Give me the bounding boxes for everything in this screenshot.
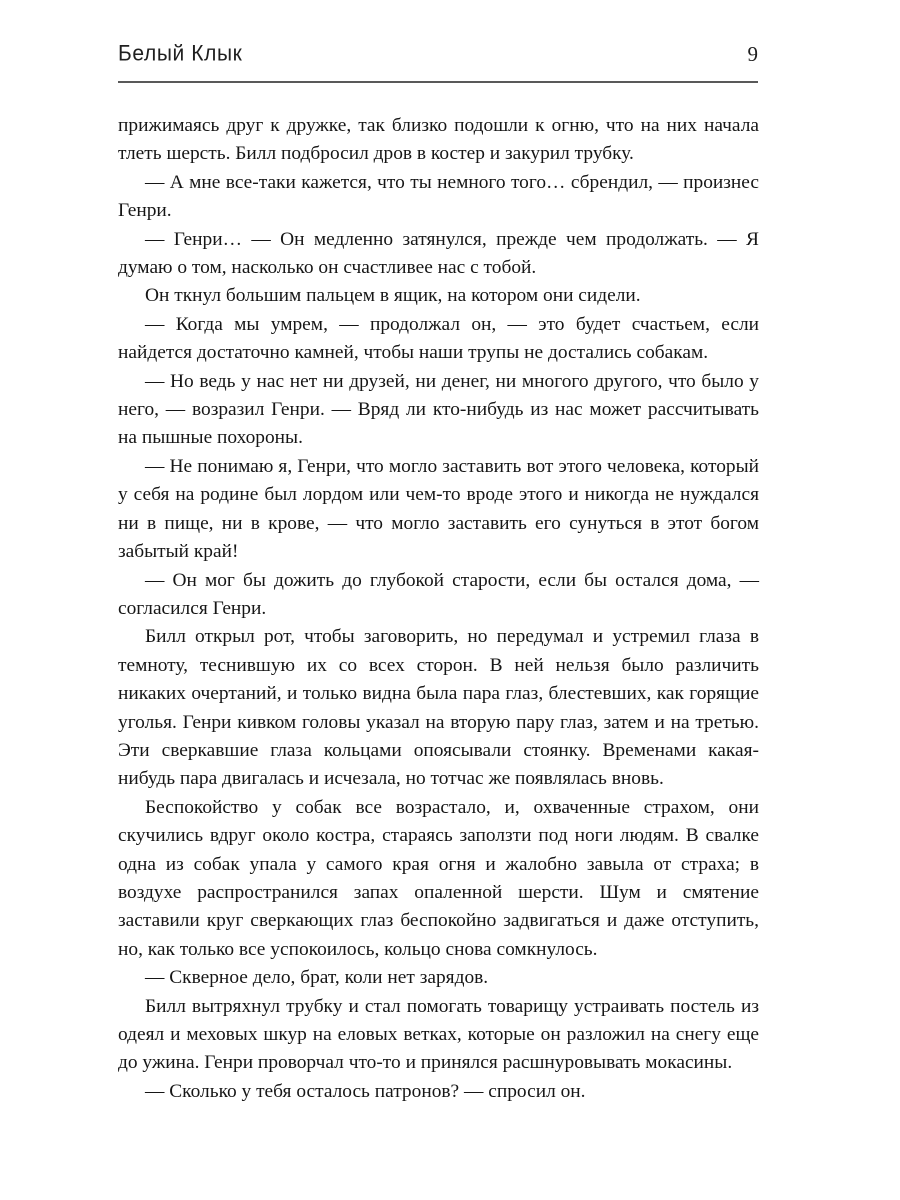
paragraph: — Не понимаю я, Генри, что могло заставить вот этого человека, который у себя на родине был лордом или чем-то вроде этого и никогда не нуждался ни в пище, ни в крове, — что могло заставить его сунуться в этот богом забытый край! — [118, 455, 759, 563]
paragraph: Он ткнул большим пальцем в ящик, на котором они сидели. — [145, 285, 641, 307]
body-text — [118, 112, 759, 1106]
paragraph: Беспокойство у собак все возрастало, и, охваченные страхом, они скучились вдруг около костра, стараясь заползти под ноги людям. В свалке одна из собак упала у самого края огня и жалобно завыла от страха; в воздухе распространился запах опаленной шерсти. Шум и смятение заставили круг сверкающих глаз беспокойно задвигаться и даже отступить, но, как только все успокоилось, кольцо снова сомкнулось. — [118, 796, 759, 960]
paragraph: — Скверное дело, брат, коли нет зарядов. — [145, 967, 489, 989]
paragraph: — Но ведь у нас нет ни друзей, ни денег, ни многого другого, что было у него, — возразил Генри. — Вряд ли кто-нибудь из нас может рассчитывать на пышные похороны. — [118, 370, 759, 449]
paragraph: — Когда мы умрем, — продолжал он, — это будет счастьем, если найдется достаточно камней, чтобы наши трупы не достались собакам. — [118, 313, 759, 364]
paragraph: прижимаясь друг к дружке, так близко подошли к огню, что на них начала тлеть шерсть. Билл подбросил дров в костер и закурил трубку. — [118, 115, 759, 165]
paragraph: — А мне все-таки кажется, что ты немного того… сбрендил, — произнес Генри. — [118, 171, 759, 222]
paragraph: — Сколько у тебя осталось патронов? — спросил он. — [145, 1080, 586, 1102]
running-head — [118, 42, 758, 76]
paragraph: — Он мог бы дожить до глубокой старости, если бы остался дома, — согласился Генри. — [118, 569, 759, 619]
page-number: 9 — [747, 42, 758, 66]
paragraph: Билл открыл рот, чтобы заговорить, но передумал и устремил глаза в темноту, теснившую их со всех сторон. В ней нельзя было различить никаких очертаний, и только видна была пара глаз, блестевших, как горящие уголья. Генри кивком головы указал на вторую пару глаз, затем и на третью. Эти сверкавшие глаза кольцами опоясывали стоянку. Временами какая-нибудь пара двигалась и исчезала, но тотчас же появлялась вновь. — [118, 626, 759, 790]
running-head-title: Белый Клык — [118, 41, 243, 66]
paragraph: Билл вытряхнул трубку и стал помогать товарищу устраивать постель из одеял и меховых шкур на еловых ветках, которые он разложил на снегу еще до ужина. Генри проворчал что-то и принялся расшнуровывать мокасины. — [118, 995, 759, 1074]
paragraph: — Генри… — Он медленно затянулся, прежде чем продолжать. — Я думаю о том, насколько он счастливее нас с тобой. — [118, 228, 759, 279]
header-divider — [118, 81, 758, 83]
